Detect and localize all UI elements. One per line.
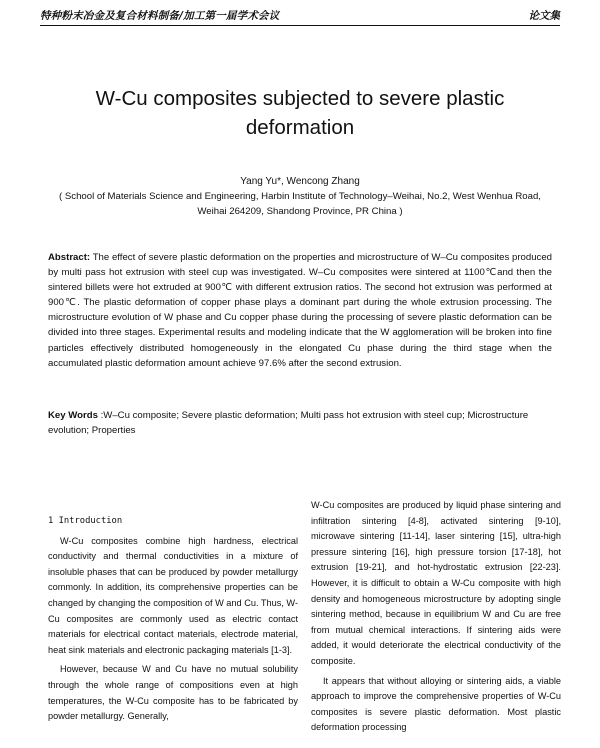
abstract-text: The effect of severe plastic deformation on the properties and microstructure of W–Cu composites produced by multi pass hot extrusion with steel cup was investigated. W–Cu composites were sintered at 1100℃and then the sintered billets were hot extruded at 900℃ with different extrusion ratios. The second hot extrusion was performed at 900℃. The plastic deformation of copper phase plays a dominant part during the whole extrusion processing. The microstructure evolution of W phase and Cu copper phase during the processing of severe plastic deformation can be divided into three stages. Experimental results and modeling indicate that the W agglomeration will be broken into fine particles effectively distributed homogeneously in the elongated Cu phase during the third stage when the accumulated plastic deformation amount achieve 97.6% after the second extrusion. [48,252,552,369]
keywords [48,408,552,438]
header-rule [40,25,560,26]
paper-title: W-Cu composites subjected to severe plastic deformation [95,87,505,139]
intro-paragraph-4: It appears that without alloying or sintering aids, a viable approach to improve the comprehensive properties of W-Cu composites is severe plastic deformation. Most plastic deformation processing [311,675,561,733]
body-column-right [311,502,561,736]
keywords-text: :W–Cu composite; Severe plastic deformation; Multi pass hot extrusion with steel cup; Microstructure evolution; Properties [48,410,529,437]
intro-paragraph-3: W-Cu composites are produced by liquid phase sintering and infiltration sintering [4-8], activated sintering [9-10], microwave sintering [11-14], laser sintering [15], ultra-high pressure sintering [16], high pressure torsion [17-18], hot extrusion [19-21], and hot-hydrostatic extrusion [22-23]. However, it is difficult to obtain a W-Cu composite with high density and homogeneous microstructure by adopting single sintering method, because in equilibrium W and Cu are free from mutual chemical interactions. If sintering aids were added, it would deteriorate the electrical conductivity of the composite. [311,500,561,666]
intro-paragraph-1: W-Cu composites combine high hardness, electrical conductivity and thermal conductivities in a mixture of insoluble phases that can be produced by powder metallurgy commonly. In addition, its comprehensive properties can be changed by changing the composition of W and Cu. Thus, W-Cu composites are commonly used as electric contact materials for electrical contact materials, electrode material, heat sink materials and electronic packaging materials [1-3]. [48,535,298,655]
header-section-label: 论文集 [528,10,560,22]
keywords-label: Key Words [48,410,98,421]
body-column-left [48,502,298,725]
running-header [40,8,560,26]
abstract [48,250,552,371]
authors: Yang Yu*, Wencong Zhang [240,176,360,187]
affiliation: ( School of Materials Science and Engineering, Harbin Institute of Technology–Weihai, No.2, West Wenhua Road, Weihai 264209, Shandong Province, PR China ) [59,191,541,217]
section-heading-introduction: 1 Introduction [48,516,123,526]
intro-paragraph-2: However, because W and Cu have no mutual solubility through the whole range of compositions even at high temperatures, the W-Cu composite has to be fabricated by powder metallurgy. Generally, [48,664,298,722]
abstract-label: Abstract: [48,252,91,263]
header-conference-title: 特种粉末冶金及复合材料制备/加工第一届学术会议 [40,10,280,22]
